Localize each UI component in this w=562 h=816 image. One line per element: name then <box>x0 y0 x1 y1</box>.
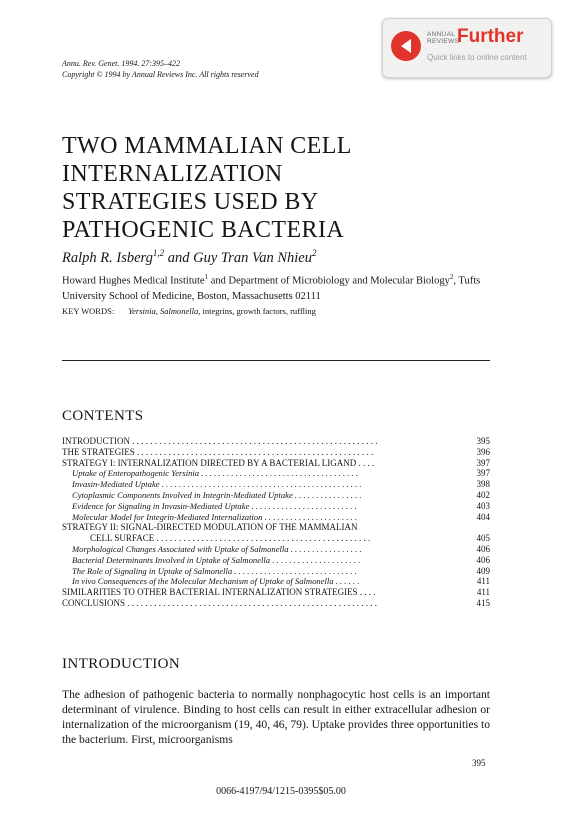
further-badge[interactable] <box>382 18 552 78</box>
toc-entry-page: 406 <box>476 554 490 565</box>
toc-entry-title: Bacterial Determinants Involved in Uptake of Salmonella . . . . . . . . . . . . . . . . . . . . . <box>72 554 361 565</box>
toc-entry-page: 409 <box>476 565 490 576</box>
toc-entry-title: STRATEGY I: INTERNALIZATION DIRECTED BY A BACTERIAL LIGAND . . . . <box>62 457 375 468</box>
affiliation: Howard Hughes Medical Institute$^1$ and Department of Microbiology and Molecular Biology$^2$, Tufts University School of Medicine, Boston, Massachusetts 02111 <box>62 273 481 302</box>
footer-code: 0066-4197/94/1215-0395$05.00 <box>216 786 346 797</box>
title-line: PATHOGENIC BACTERIA <box>62 217 345 243</box>
toc-entry-page: 402 <box>476 489 490 500</box>
article-title <box>62 132 352 244</box>
toc-entry-title: Molecular Model for Integrin-Mediated Internalization . . . . . . . . . . . . . . . . . . . . . . <box>72 511 357 522</box>
toc-entry-page: 398 <box>476 479 490 490</box>
play-icon <box>391 31 421 61</box>
toc-entry-title: SIMILARITIES TO OTHER BACTERIAL INTERNALIZATION STRATEGIES . . . . <box>62 587 376 598</box>
toc-entry-title: Evidence for Signaling in Invasin-Mediated Uptake . . . . . . . . . . . . . . . . . . . . . . . . . <box>72 500 357 511</box>
section-divider <box>62 360 490 361</box>
contents-heading: CONTENTS <box>62 408 144 424</box>
table-of-contents <box>62 436 490 609</box>
author-2-sup: 2 <box>311 248 317 258</box>
toc-entry[interactable] <box>62 522 490 533</box>
journal-copyright: Copyright © 1994 by Annual Reviews Inc. All rights reserved <box>62 70 259 79</box>
authors <box>62 248 316 267</box>
toc-entry-page: 396 <box>476 446 490 457</box>
toc-entry-title: THE STRATEGIES . . . . . . . . . . . . . . . . . . . . . . . . . . . . . . . . . . . . . . . . . . . . . . . . . . . . . <box>62 446 374 457</box>
further-label: Further <box>457 26 524 47</box>
keywords-italic: Yersinia, Salmonella, <box>128 306 201 316</box>
toc-entry[interactable] <box>62 544 490 555</box>
keywords-rest: integrins, growth factors, ruffling <box>200 306 316 316</box>
title-line: TWO MAMMALIAN CELL <box>62 133 352 159</box>
toc-entry-title: Morphological Changes Associated with Uptake of Salmonella . . . . . . . . . . . . . . . . . <box>72 543 362 554</box>
toc-entry[interactable] <box>62 576 490 587</box>
keywords <box>62 306 316 316</box>
toc-entry-page: 415 <box>476 597 490 608</box>
toc-entry[interactable] <box>62 598 490 609</box>
toc-entry-title: INTRODUCTION . . . . . . . . . . . . . . . . . . . . . . . . . . . . . . . . . . . . . . . . . . . . . . . . . . . . . . . <box>62 436 378 446</box>
introduction-text: The adhesion of pathogenic bacteria to normally nonphagocytic host cells is an important determinant of virulence. Binding to host cells can result in either extracellular adhesion or internalization of the microorganism (19, 40, 46, 79). Uptake provides three opportunities to the bacterium. First, microorganisms <box>62 688 491 746</box>
toc-entry-title: Invasin-Mediated Uptake . . . . . . . . . . . . . . . . . . . . . . . . . . . . . . . . . . . . . . . . . . . . . . . <box>72 479 362 490</box>
toc-entry[interactable] <box>62 533 490 544</box>
toc-entry[interactable] <box>62 555 490 566</box>
toc-entry-title: Cytoplasmic Components Involved in Integrin-Mediated Uptake . . . . . . . . . . . . . . . . <box>72 489 362 500</box>
author-and: and <box>164 249 194 266</box>
toc-entry[interactable] <box>62 587 490 598</box>
toc-entry-title: CELL SURFACE . . . . . . . . . . . . . . . . . . . . . . . . . . . . . . . . . . . . . . . . . . . . . . . . <box>90 533 371 544</box>
toc-entry[interactable] <box>62 566 490 577</box>
journal-citation: Annu. Rev. Genet. 1994. 27:395–422 <box>62 59 181 68</box>
toc-entry-title: In vivo Consequences of the Molecular Mechanism of Uptake of Salmonella . . . . . . <box>72 576 360 587</box>
keywords-label: KEY WORDS: <box>62 306 115 316</box>
toc-entry-page: 405 <box>476 533 490 544</box>
toc-entry-page: 395 <box>476 436 490 446</box>
toc-entry-page: 411 <box>476 587 490 598</box>
toc-entry-title: CONCLUSIONS . . . . . . . . . . . . . . . . . . . . . . . . . . . . . . . . . . . . . . . . . . . . . . . . . . . . . . . . <box>62 597 378 608</box>
journal-info <box>62 58 259 80</box>
author-2: Guy Tran Van Nhieu <box>193 249 312 266</box>
toc-entry[interactable] <box>62 501 490 512</box>
toc-entry-page: 397 <box>476 468 490 479</box>
toc-entry-page: 397 <box>476 457 490 468</box>
toc-entry-title: STRATEGY II: SIGNAL-DIRECTED MODULATION OF THE MAMMALIAN <box>62 522 358 533</box>
toc-entry-page: 406 <box>476 543 490 554</box>
author-1-sup: 1,2 <box>152 248 165 258</box>
toc-entry[interactable] <box>62 490 490 501</box>
toc-entry-page: 411 <box>476 576 490 587</box>
introduction-heading: INTRODUCTION <box>62 656 181 672</box>
toc-entry[interactable] <box>62 479 490 490</box>
author-1: Ralph R. Isberg <box>62 249 153 266</box>
toc-entry-title: The Role of Signaling in Uptake of Salmonella . . . . . . . . . . . . . . . . . . . . . . . . . . . . . <box>72 565 357 576</box>
toc-entry[interactable] <box>62 512 490 523</box>
title-line: STRATEGIES USED BY <box>62 189 319 215</box>
annual-reviews-logo-text: ANNUAL REVIEWS <box>427 31 460 45</box>
toc-entry[interactable] <box>62 468 490 479</box>
toc-entry-page: 403 <box>476 500 490 511</box>
title-line: INTERNALIZATION <box>62 161 283 187</box>
page-number: 395 <box>472 758 486 768</box>
further-subtitle: Quick links to online content <box>427 53 527 62</box>
toc-entry-title: Uptake of Enteropathogenic Yersinia . . . . . . . . . . . . . . . . . . . . . . . . . . . . . . . . . . . . . <box>72 468 359 479</box>
toc-entry[interactable] <box>62 436 490 447</box>
toc-entry[interactable] <box>62 447 490 458</box>
toc-entry-page: 404 <box>476 511 490 522</box>
toc-entry[interactable] <box>62 458 490 469</box>
